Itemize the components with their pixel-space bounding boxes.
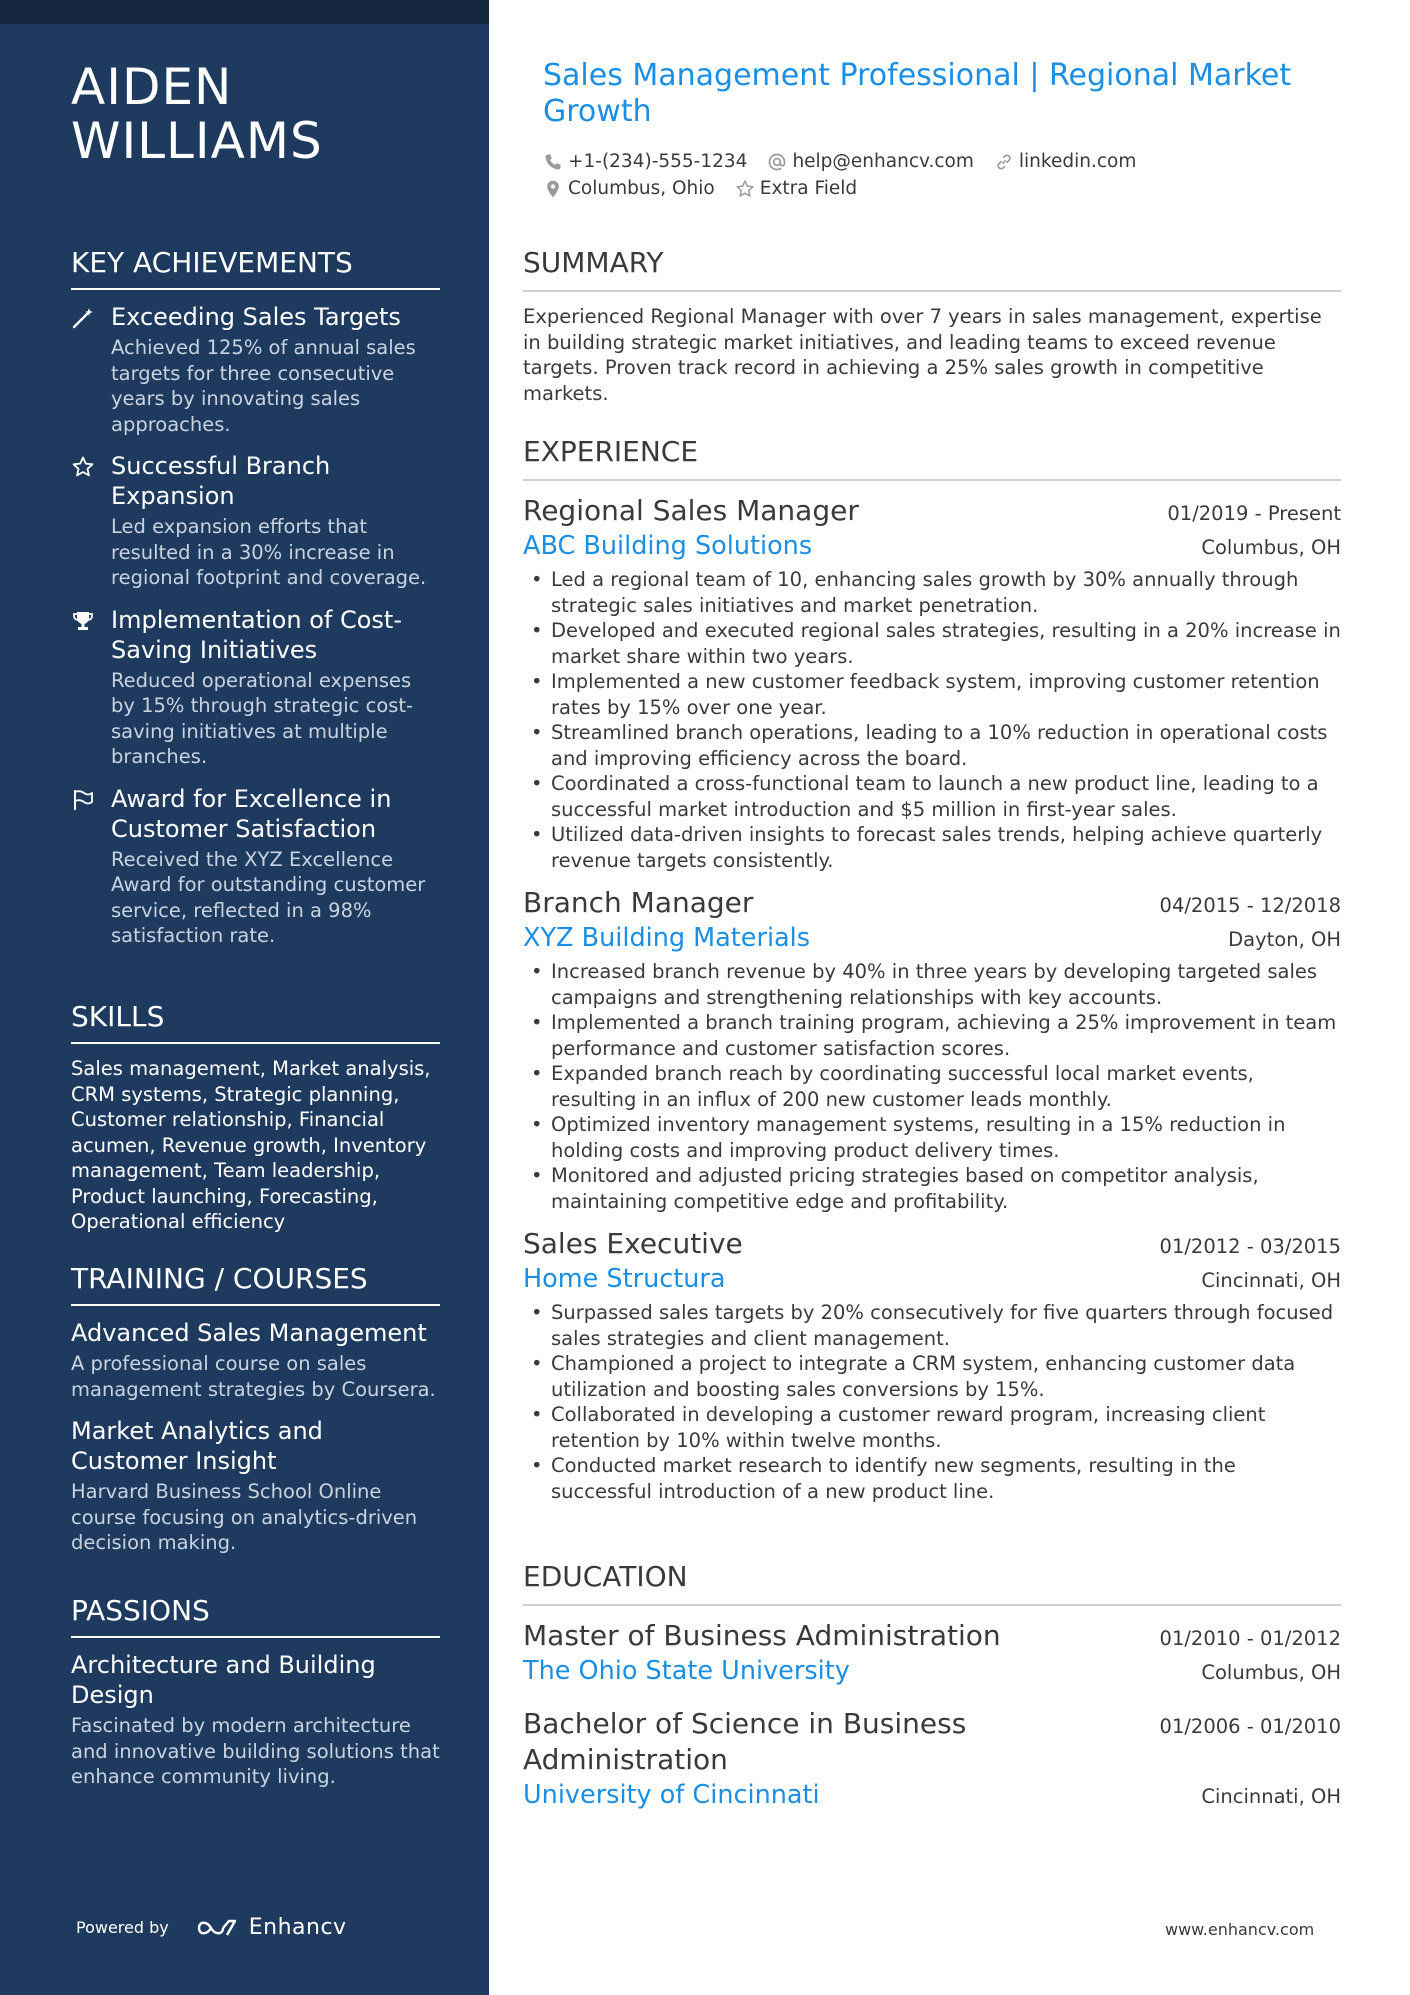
education-subheader xyxy=(523,1778,1341,1812)
location-pin-icon xyxy=(543,179,563,199)
skills-section xyxy=(71,1000,440,1235)
course-item xyxy=(71,1416,440,1556)
job-company: XYZ Building Materials xyxy=(523,923,811,953)
at-icon xyxy=(767,152,787,172)
powered-by-label: Powered by xyxy=(76,1918,169,1937)
extra-text: Extra Field xyxy=(759,178,858,199)
experience-section xyxy=(523,435,1341,1516)
link-icon xyxy=(994,152,1014,172)
education-school: The Ohio State University xyxy=(523,1656,850,1686)
passion-title: Architecture and Building Design xyxy=(71,1651,376,1709)
achievement-title: Award for Excellence in Customer Satisfaction xyxy=(111,784,392,843)
contact-linkedin[interactable] xyxy=(994,151,1136,172)
key-achievements-section xyxy=(71,246,440,963)
contact-extra xyxy=(735,178,857,199)
achievement-desc: Received the XYZ Excellence Award for outstanding customer service, reflected in a 98% satisfaction rate. xyxy=(111,847,426,947)
job-location: Columbus, OH xyxy=(1201,536,1341,559)
achievement-desc: Achieved 125% of annual sales targets for three consecutive years by innovating sales approaches. xyxy=(111,336,416,436)
achievement-title: Exceeding Sales Targets xyxy=(111,303,401,331)
education-degree: Bachelor of Science in Business Administration xyxy=(523,1707,967,1776)
education-location: Columbus, OH xyxy=(1201,1661,1341,1684)
job-title: Branch Manager xyxy=(523,886,754,919)
achievement-desc: Led expansion efforts that resulted in a 30% increase in regional footprint and coverage. xyxy=(111,515,427,589)
bullet-item: • Conducted market research to identify new segments, resulting in the successful introduction of a new product line. xyxy=(523,1453,1341,1504)
job-entry xyxy=(523,1226,1341,1504)
education-header xyxy=(523,1706,1341,1778)
training-section xyxy=(71,1262,440,1570)
passions-heading: PASSIONS xyxy=(71,1594,440,1638)
contact-phone[interactable] xyxy=(543,151,747,172)
summary-heading: SUMMARY xyxy=(523,246,1341,292)
achievement-item xyxy=(71,605,440,770)
bullet-item: • Expanded branch reach by coordinating successful local market events, resulting in an influx of 200 new customer leads monthly. xyxy=(523,1061,1341,1112)
sidebar-top-strip xyxy=(0,0,489,24)
education-entry xyxy=(523,1706,1341,1812)
job-subheader xyxy=(523,529,1341,563)
star-icon xyxy=(71,455,95,479)
education-date: 01/2006 - 01/2010 xyxy=(1159,1715,1341,1738)
education-location: Cincinnati, OH xyxy=(1201,1785,1341,1808)
bullet-item: • Championed a project to integrate a CRM system, enhancing customer data utilization and boosting sales conversions by 15%. xyxy=(523,1351,1341,1402)
contact-info xyxy=(543,148,1343,202)
bullet-item: • Utilized data-driven insights to forecast sales trends, helping achieve quarterly revenue targets consistently. xyxy=(523,822,1341,873)
job-location: Cincinnati, OH xyxy=(1201,1269,1341,1292)
footer-url[interactable]: www.enhancv.com xyxy=(1165,1920,1315,1939)
phone-text: +1-(234)-555-1234 xyxy=(568,151,748,172)
contact-row xyxy=(543,148,1343,175)
education-date: 01/2010 - 01/2012 xyxy=(1159,1627,1341,1650)
wand-icon xyxy=(71,306,95,330)
enhancv-logo[interactable] xyxy=(197,1915,347,1940)
bullet-item: • Implemented a new customer feedback system, improving customer retention rates by 15% over one year. xyxy=(523,669,1341,720)
contact-row xyxy=(543,175,1343,202)
summary-section xyxy=(523,246,1341,406)
sidebar xyxy=(0,0,489,1995)
bullet-item: • Developed and executed regional sales strategies, resulting in a 20% increase in market share within two years. xyxy=(523,618,1341,669)
job-bullets xyxy=(523,959,1341,1214)
bullet-item: • Implemented a branch training program, achieving a 25% improvement in team performance and customer satisfaction scores. xyxy=(523,1010,1341,1061)
education-entry xyxy=(523,1618,1341,1688)
powered-by xyxy=(76,1915,347,1940)
bullet-item: • Streamlined branch operations, leading to a 10% reduction in operational costs and improving efficiency across the board. xyxy=(523,720,1341,771)
location-text: Columbus, Ohio xyxy=(568,178,715,199)
job-date: 01/2012 - 03/2015 xyxy=(1159,1235,1341,1258)
summary-text: Experienced Regional Manager with over 7 years in sales management, expertise in building strategic market initiatives, and leading teams to exceed revenue targets. Proven track record in achieving a 25% sales growth in competitive markets. xyxy=(523,305,1322,405)
enhancv-logo-icon xyxy=(197,1917,241,1939)
job-title: Regional Sales Manager xyxy=(523,494,859,527)
trophy-icon xyxy=(71,609,95,633)
passions-section xyxy=(71,1594,440,1804)
key-achievements-heading: KEY ACHIEVEMENTS xyxy=(71,246,440,290)
achievement-title: Successful Branch Expansion xyxy=(111,452,331,510)
education-degree: Master of Business Administration xyxy=(523,1619,1001,1652)
job-header xyxy=(523,1226,1341,1262)
job-title: Sales Executive xyxy=(523,1227,743,1260)
job-bullets xyxy=(523,567,1341,873)
job-company: ABC Building Solutions xyxy=(523,531,813,561)
passion-item xyxy=(71,1650,440,1790)
bullet-item: • Collaborated in developing a customer reward program, increasing client retention by 10% within twelve months. xyxy=(523,1402,1341,1453)
training-heading: TRAINING / COURSES xyxy=(71,1262,440,1306)
job-header xyxy=(523,493,1341,529)
course-title: Advanced Sales Management xyxy=(71,1319,427,1347)
headline: Sales Management Professional | Regional Market Growth xyxy=(543,58,1292,129)
email-text: help@enhancv.com xyxy=(792,151,974,172)
job-entry xyxy=(523,885,1341,1214)
bullet-item: • Led a regional team of 10, enhancing sales growth by 30% annually through strategic sales initiatives and market penetration. xyxy=(523,567,1341,618)
bullet-item: • Optimized inventory management systems, resulting in a 15% reduction in holding costs and improving product delivery times. xyxy=(523,1112,1341,1163)
bullet-item: • Surpassed sales targets by 20% consecutively for five quarters through focused sales strategies and client management. xyxy=(523,1300,1341,1351)
candidate-name: AIDEN WILLIAMS xyxy=(71,58,323,170)
achievement-item xyxy=(71,302,440,437)
job-subheader xyxy=(523,1262,1341,1296)
achievement-title: Implementation of Cost-Saving Initiatives xyxy=(111,605,402,664)
job-bullets xyxy=(523,1300,1341,1504)
education-header xyxy=(523,1618,1341,1654)
skills-list: Sales management, Market analysis, CRM systems, Strategic planning, Customer relationship, Financial acumen, Revenue growth, Inventory management, Team leadership, Product launching, Forecasting, Operational efficiency xyxy=(71,1057,431,1233)
star-outline-icon xyxy=(735,179,755,199)
skills-heading: SKILLS xyxy=(71,1000,440,1044)
job-subheader xyxy=(523,921,1341,955)
education-heading: EDUCATION xyxy=(523,1560,1341,1606)
job-header xyxy=(523,885,1341,921)
course-desc: Harvard Business School Online course focusing on analytics-driven decision making. xyxy=(71,1480,418,1554)
bullet-item: • Coordinated a cross-functional team to launch a new product line, leading to a successful market introduction and $5 million in first-year sales. xyxy=(523,771,1341,822)
education-school: University of Cincinnati xyxy=(523,1780,820,1810)
job-company: Home Structura xyxy=(523,1264,726,1294)
education-section xyxy=(523,1560,1341,1830)
passion-desc: Fascinated by modern architecture and innovative building solutions that enhance community living. xyxy=(71,1714,440,1788)
job-date: 04/2015 - 12/2018 xyxy=(1159,894,1341,917)
contact-location xyxy=(543,178,715,199)
bullet-item: • Monitored and adjusted pricing strategies based on competitor analysis, maintaining competitive edge and profitability. xyxy=(523,1163,1341,1214)
job-location: Dayton, OH xyxy=(1228,928,1341,951)
education-subheader xyxy=(523,1654,1341,1688)
bullet-item: • Increased branch revenue by 40% in three years by developing targeted sales campaigns and strengthening relationships with key accounts. xyxy=(523,959,1341,1010)
achievement-desc: Reduced operational expenses by 15% through strategic cost-saving initiatives at multiple branches. xyxy=(111,668,414,768)
contact-email[interactable] xyxy=(767,151,973,172)
achievement-item xyxy=(71,451,440,591)
course-desc: A professional course on sales management strategies by Coursera. xyxy=(71,1352,436,1401)
experience-heading: EXPERIENCE xyxy=(523,435,1341,481)
course-item xyxy=(71,1318,440,1402)
phone-icon xyxy=(543,152,563,172)
course-title: Market Analytics and Customer Insight xyxy=(71,1417,323,1475)
flag-icon xyxy=(71,788,95,812)
job-entry xyxy=(523,493,1341,873)
job-date: 01/2019 - Present xyxy=(1167,502,1341,525)
linkedin-text: linkedin.com xyxy=(1018,151,1137,172)
enhancv-brand: Enhancv xyxy=(248,1915,347,1940)
achievement-item xyxy=(71,784,440,949)
